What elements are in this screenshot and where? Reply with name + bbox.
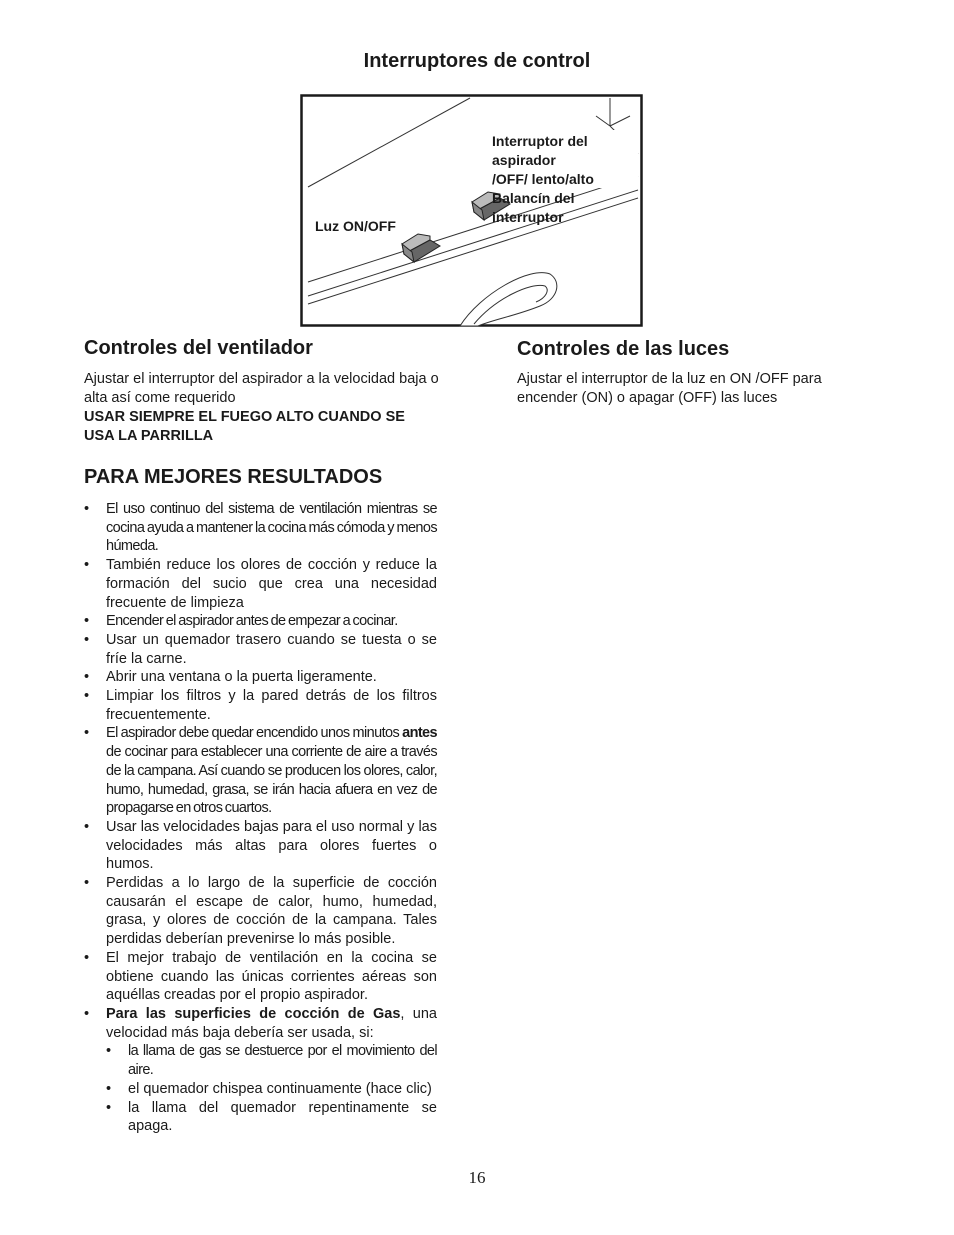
sub-list-item: • la llama del quemador repentinamente se apaga.	[106, 1099, 437, 1136]
list-item-text: de cocinar para establecer una corriente de aire a través de la campana. Así cuando se producen los olores, calor, humo, humedad, grasa, se irán hacia afuera en vez de propagarse en otros cuartos.	[106, 744, 437, 817]
sub-list-item: • el quemador chispea continuamente (hace clic)	[106, 1080, 437, 1099]
list-item: • Encender el aspirador antes de empezar a cocinar.	[84, 612, 437, 631]
vacuum-switch-label-line2: /OFF/ lento/alto	[492, 171, 594, 187]
grill-warning: USAR SIEMPRE EL FUEGO ALTO CUANDO SE USA LA PARRILLA	[84, 409, 405, 444]
list-item	[84, 724, 437, 818]
list-item: • También reduce los olores de cocción y reduce la formación del sucio que crea una necesidad frecuente de limpieza	[84, 556, 437, 612]
fan-controls-text	[84, 370, 439, 446]
light-controls-text: Ajustar el interruptor de la luz en ON /OFF para encender (ON) o apagar (OFF) las luces	[517, 371, 822, 406]
vacuum-switch-label-line1: Interruptor del aspirador	[492, 133, 588, 168]
best-results-title: PARA MEJORES RESULTADOS	[84, 466, 383, 488]
list-item: • Perdidas a lo largo de la superficie de cocción causarán el escape de calor, humo, humedad, grasa, y olores de cocción de la campana. Tales perdidas deberían prevenirse lo más posible.	[84, 874, 437, 949]
list-item: • El mejor trabajo de ventilación en la cocina se obtiene cuando las únicas corrientes aéreas son aquéllas creadas por el propio aspirador.	[84, 949, 437, 1005]
list-item: • Usar un quemador trasero cuando se tuesta o se fríe la carne.	[84, 631, 437, 668]
page-title: Interruptores de control	[363, 50, 591, 72]
best-results-list	[84, 500, 437, 1136]
vacuum-switch-label-line3: Balancín del interruptor	[492, 190, 575, 225]
list-item: • Usar las velocidades bajas para el uso normal y las velocidades más altas para olores fuertes o humos.	[84, 818, 437, 874]
list-item-emphasis: antes	[402, 725, 437, 742]
page-number: 16	[468, 1168, 486, 1187]
control-switches-figure	[300, 94, 643, 327]
list-item-text: , una velocidad más baja debería ser usada, si:	[106, 1005, 437, 1041]
list-item-text: El aspirador debe quedar encendido unos minutos	[106, 725, 403, 742]
list-item: • Limpiar los filtros y la pared detrás de los filtros frecuentemente.	[84, 687, 437, 724]
light-switch-label: Luz ON/OFF	[315, 218, 396, 234]
sub-list-item: • la llama de gas se destuerce por el movimiento del aire.	[106, 1042, 437, 1079]
vacuum-switch-label	[492, 132, 643, 227]
fan-controls-title: Controles del ventilador	[84, 337, 313, 359]
list-item	[84, 1005, 437, 1136]
gas-conditions-list	[106, 1042, 437, 1136]
light-controls-title: Controles de las luces	[517, 338, 730, 360]
list-item: • El uso continuo del sistema de ventilación mientras se cocina ayuda a mantener la cocina más cómoda y menos húmeda.	[84, 500, 437, 556]
fan-controls-instructions: Ajustar el interruptor del aspirador a la velocidad baja o alta así come requerido	[84, 371, 439, 406]
list-item: • Abrir una ventana o la puerta ligeramente.	[84, 668, 437, 687]
list-item-emphasis: Para las superficies de cocción de Gas	[106, 1005, 401, 1022]
